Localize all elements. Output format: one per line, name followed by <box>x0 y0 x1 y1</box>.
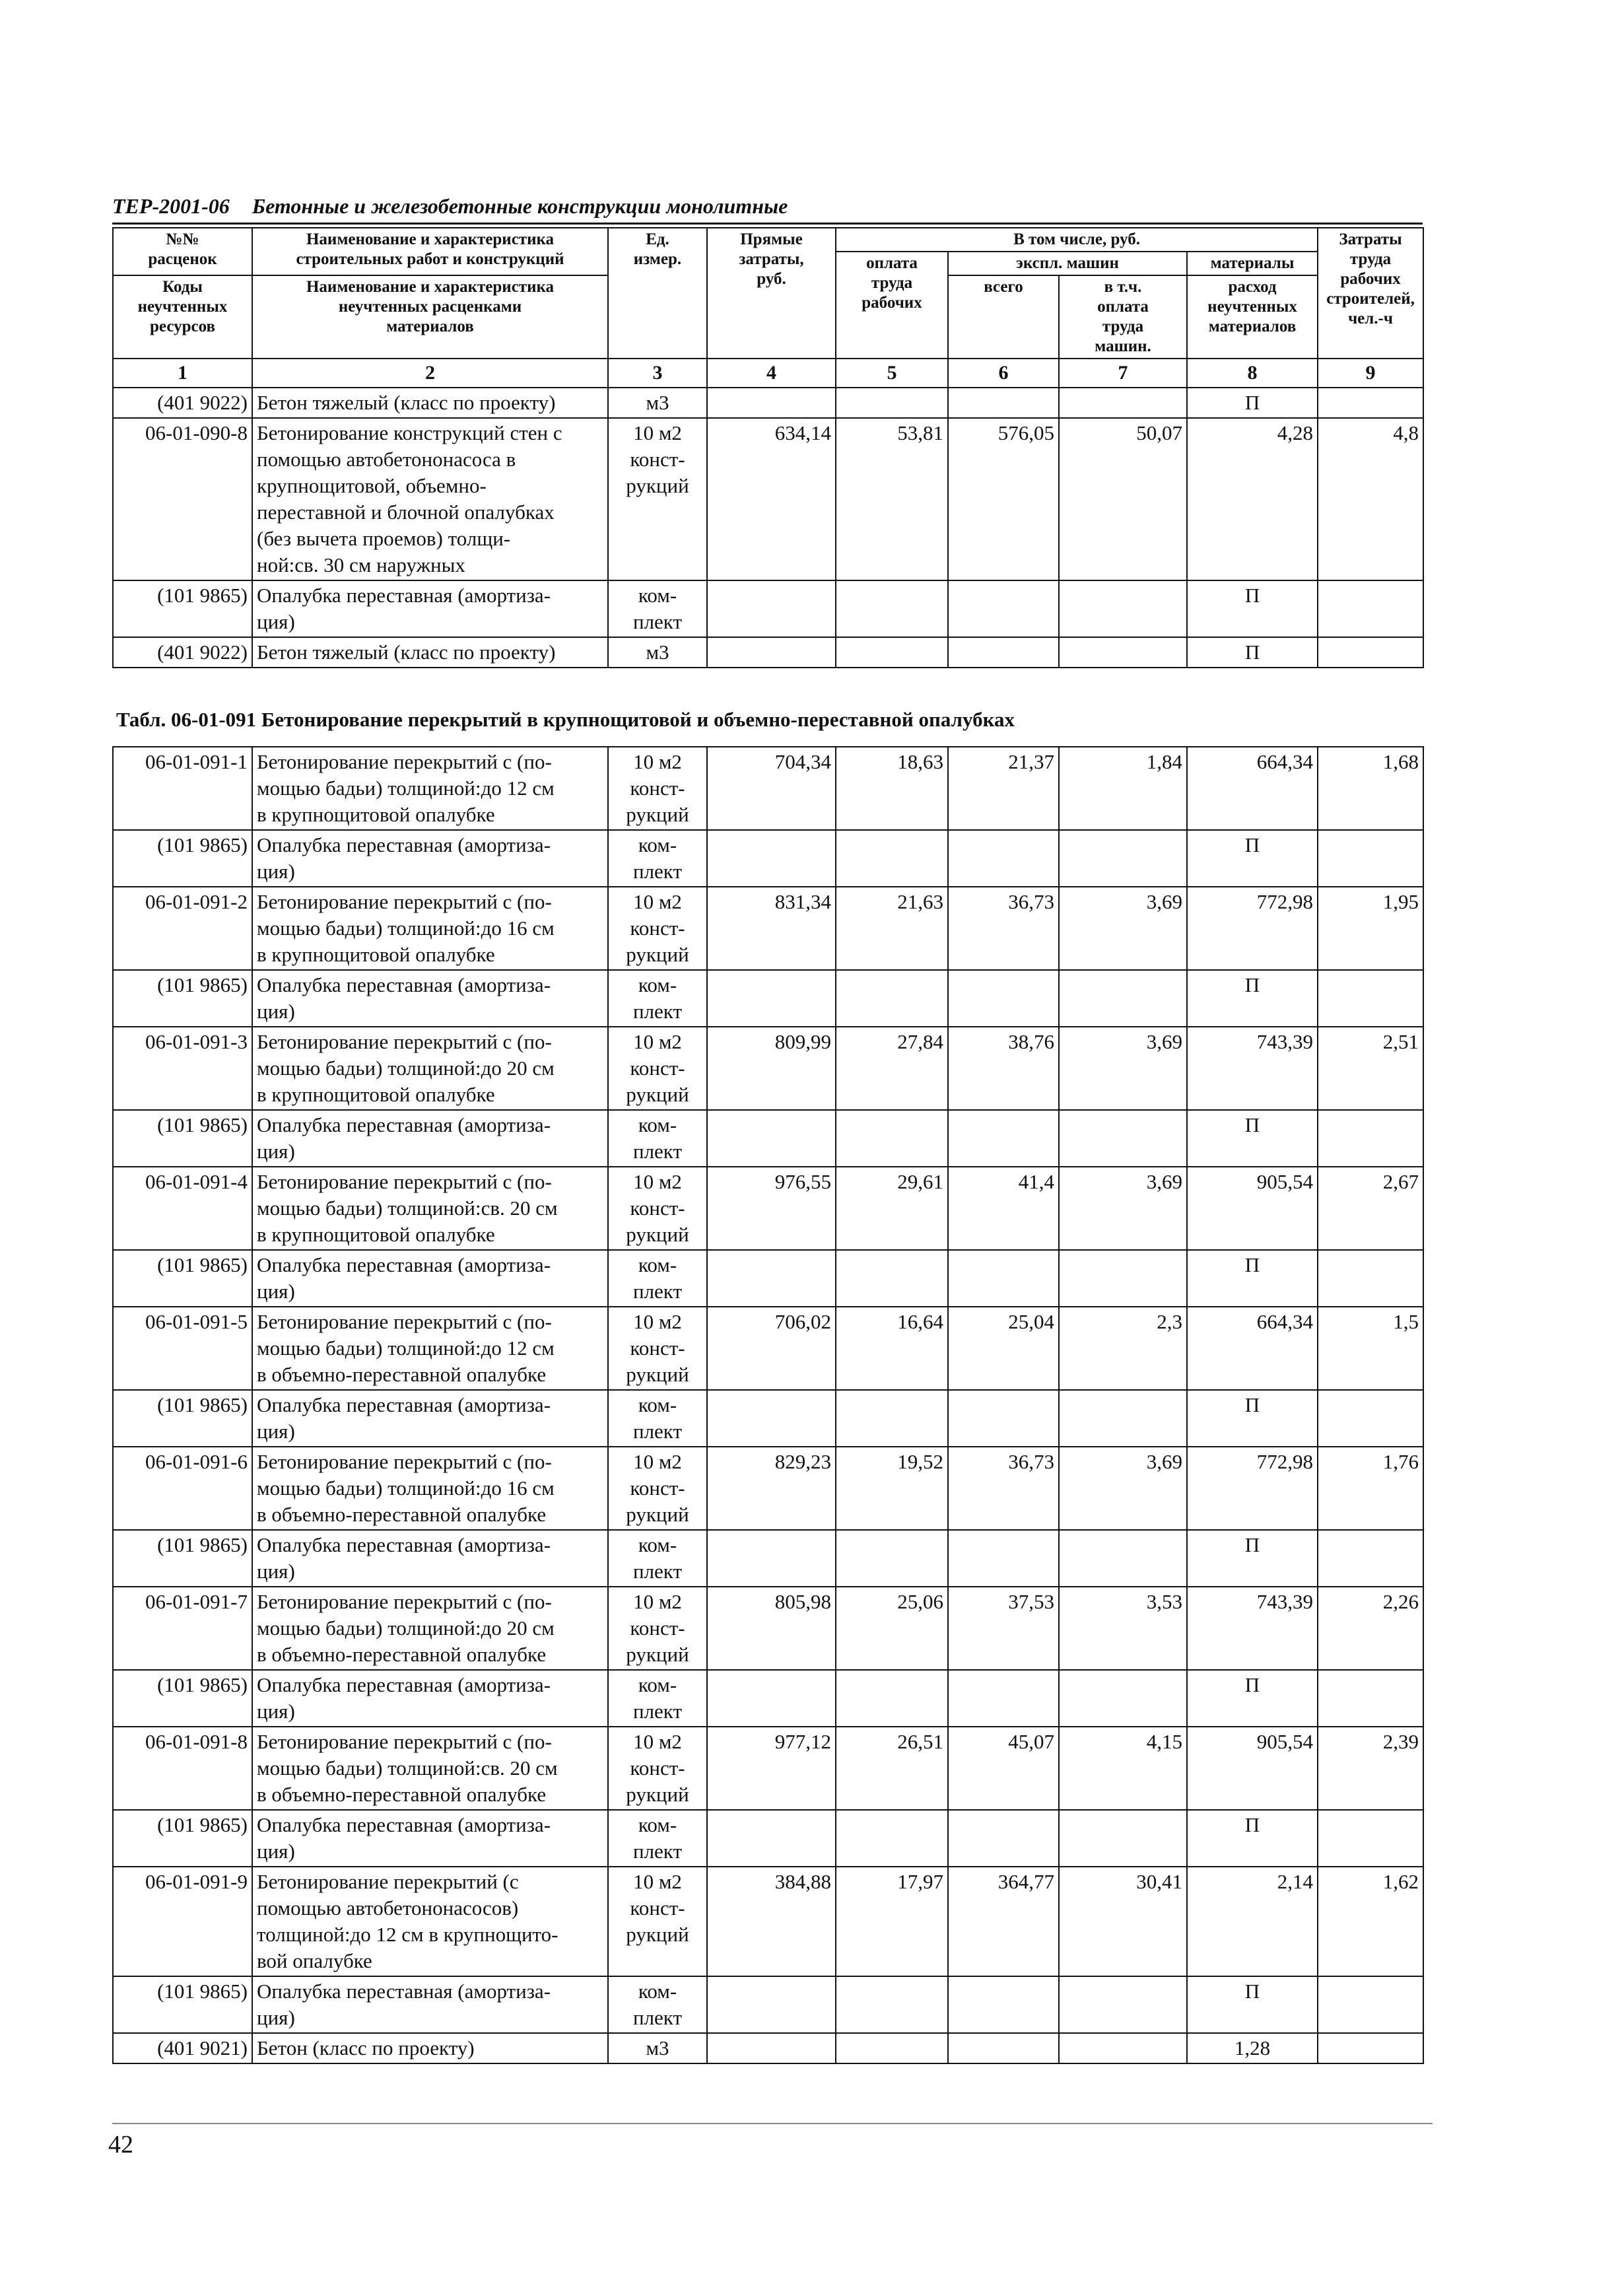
work-name: Бетонирование перекрытий с (по- мощью бадьи) толщиной:до 20 см в крупнощитовой опалубке <box>252 1027 608 1110</box>
header-row-1 <box>113 228 1423 252</box>
table-row <box>113 887 1423 970</box>
worker-pay: 18,63 <box>836 747 948 830</box>
table-row <box>113 1867 1423 1976</box>
unit: 10 м2 конст- рукций <box>608 1307 707 1390</box>
resource-code: (101 9865) <box>113 580 252 637</box>
column-number: 3 <box>608 359 707 388</box>
column-numbers-row <box>113 359 1423 388</box>
rate-code: 06-01-090-8 <box>113 418 252 580</box>
rate-code: 06-01-091-6 <box>113 1447 252 1530</box>
resource-name: Опалубка переставная (амортиза- ция) <box>252 1810 608 1867</box>
column-number: 2 <box>252 359 608 388</box>
machine-worker-pay: 3,69 <box>1059 1027 1187 1110</box>
material-consumption: П <box>1187 388 1318 418</box>
work-name: Бетонирование перекрытий с (по- мощью бадьи) толщиной:до 16 см в крупнощитовой опалубке <box>252 887 608 970</box>
worker-pay: 17,97 <box>836 1867 948 1976</box>
labor-costs: 1,62 <box>1318 1867 1423 1976</box>
resource-name: Опалубка переставная (амортиза- ция) <box>252 970 608 1027</box>
unit: 10 м2 конст- рукций <box>608 1587 707 1670</box>
machine-worker-pay: 1,84 <box>1059 747 1187 830</box>
machine-worker-pay: 3,69 <box>1059 1447 1187 1530</box>
table-row <box>113 1670 1423 1727</box>
rates-table-091 <box>112 746 1424 2064</box>
unit: 10 м2 конст- рукций <box>608 1167 707 1250</box>
unit: ком- плект <box>608 970 707 1027</box>
materials: 905,54 <box>1187 1167 1318 1250</box>
direct-costs: 829,23 <box>707 1447 836 1530</box>
header-including: В том числе, руб. <box>836 228 1318 252</box>
machine-costs: 364,77 <box>948 1867 1059 1976</box>
header-labor-costs: Затраты труда рабочих строителей, чел.-ч <box>1318 228 1423 359</box>
resource-code: (101 9865) <box>113 1390 252 1447</box>
unit: м3 <box>608 388 707 418</box>
resource-code: (401 9021) <box>113 2033 252 2063</box>
table-row <box>113 1976 1423 2033</box>
resource-code: (101 9865) <box>113 830 252 887</box>
machine-costs: 576,05 <box>948 418 1059 580</box>
direct-costs: 704,34 <box>707 747 836 830</box>
resource-code: (401 9022) <box>113 388 252 418</box>
material-consumption: П <box>1187 637 1318 668</box>
unit: 10 м2 конст- рукций <box>608 1447 707 1530</box>
machine-worker-pay: 3,53 <box>1059 1587 1187 1670</box>
worker-pay: 16,64 <box>836 1307 948 1390</box>
rate-code: 06-01-091-9 <box>113 1867 252 1976</box>
materials: 905,54 <box>1187 1727 1318 1810</box>
machine-worker-pay: 4,15 <box>1059 1727 1187 1810</box>
table-row <box>113 970 1423 1027</box>
table-row <box>113 1530 1423 1587</box>
material-consumption: П <box>1187 970 1318 1027</box>
unit: ком- плект <box>608 1810 707 1867</box>
direct-costs: 384,88 <box>707 1867 836 1976</box>
machine-worker-pay: 3,69 <box>1059 1167 1187 1250</box>
material-consumption: П <box>1187 1670 1318 1727</box>
work-name: Бетонирование перекрытий с (по- мощью бадьи) толщиной:до 16 см в объемно-переставной опалубке <box>252 1447 608 1530</box>
work-name: Бетонирование конструкций стен с помощью автобетононасоса в крупнощитовой, объемно- переставной и блочной опалубках (без вычета проемов) толщи- ной:св. 30 см наружных <box>252 418 608 580</box>
table-row <box>113 747 1423 830</box>
header-materials: материалы <box>1187 252 1318 275</box>
header-material-name: Наименование и характеристика неучтенных расценками материалов <box>252 275 608 359</box>
work-name: Бетонирование перекрытий с (по- мощью бадьи) толщиной:до 12 см в объемно-переставной опалубке <box>252 1307 608 1390</box>
direct-costs: 977,12 <box>707 1727 836 1810</box>
labor-costs: 1,68 <box>1318 747 1423 830</box>
worker-pay: 29,61 <box>836 1167 948 1250</box>
labor-costs: 1,76 <box>1318 1447 1423 1530</box>
direct-costs: 805,98 <box>707 1587 836 1670</box>
header-direct-costs: Прямые затраты, руб. <box>707 228 836 359</box>
materials: 2,14 <box>1187 1867 1318 1976</box>
work-name: Бетонирование перекрытий с (по- мощью бадьи) толщиной:св. 20 см в объемно-переставной опалубке <box>252 1727 608 1810</box>
materials: 743,39 <box>1187 1587 1318 1670</box>
rate-code: 06-01-091-7 <box>113 1587 252 1670</box>
table-row <box>113 1167 1423 1250</box>
unit: 10 м2 конст- рукций <box>608 1727 707 1810</box>
unit: ком- плект <box>608 830 707 887</box>
unit: ком- плект <box>608 1530 707 1587</box>
direct-costs: 634,14 <box>707 418 836 580</box>
unit: 10 м2 конст- рукций <box>608 418 707 580</box>
resource-name: Опалубка переставная (амортиза- ция) <box>252 830 608 887</box>
work-name: Бетонирование перекрытий с (по- мощью бадьи) толщиной:до 12 см в крупнощитовой опалубке <box>252 747 608 830</box>
running-header <box>112 194 1423 225</box>
table-row <box>113 580 1423 637</box>
resource-code: (101 9865) <box>113 1810 252 1867</box>
material-consumption: П <box>1187 1810 1318 1867</box>
document-title: Бетонные и железобетонные конструкции монолитные <box>252 194 788 218</box>
worker-pay: 26,51 <box>836 1727 948 1810</box>
resource-name: Бетон (класс по проекту) <box>252 2033 608 2063</box>
rate-code: 06-01-091-8 <box>113 1727 252 1810</box>
machine-costs: 37,53 <box>948 1587 1059 1670</box>
resource-name: Бетон тяжелый (класс по проекту) <box>252 637 608 668</box>
resource-name: Опалубка переставная (амортиза- ция) <box>252 1390 608 1447</box>
direct-costs: 809,99 <box>707 1027 836 1110</box>
table-row <box>113 1027 1423 1110</box>
materials: 772,98 <box>1187 1447 1318 1530</box>
footer-divider <box>112 2123 1433 2124</box>
header-machines-pay: в т.ч. оплата труда машин. <box>1059 275 1187 359</box>
table-row <box>113 1587 1423 1670</box>
unit: м3 <box>608 2033 707 2063</box>
machine-costs: 25,04 <box>948 1307 1059 1390</box>
machine-costs: 45,07 <box>948 1727 1059 1810</box>
unit: ком- плект <box>608 1670 707 1727</box>
unit: ком- плект <box>608 1250 707 1307</box>
column-number: 5 <box>836 359 948 388</box>
unit: 10 м2 конст- рукций <box>608 1027 707 1110</box>
work-name: Бетонирование перекрытий (с помощью автобетононасосов) толщиной:до 12 см в крупнощито- вой опалубке <box>252 1867 608 1976</box>
resource-code: (401 9022) <box>113 637 252 668</box>
direct-costs: 976,55 <box>707 1167 836 1250</box>
material-consumption: 1,28 <box>1187 2033 1318 2063</box>
worker-pay: 25,06 <box>836 1587 948 1670</box>
unit: ком- плект <box>608 580 707 637</box>
document-code: ТЕР-2001-06 <box>112 194 230 218</box>
labor-costs: 1,95 <box>1318 887 1423 970</box>
rates-table-090 <box>112 227 1424 668</box>
header-materials-consumption: расход неучтенных материалов <box>1187 275 1318 359</box>
resource-name: Опалубка переставная (амортиза- ция) <box>252 1250 608 1307</box>
table-row <box>113 1307 1423 1390</box>
unit: 10 м2 конст- рукций <box>608 887 707 970</box>
machine-costs: 38,76 <box>948 1027 1059 1110</box>
unit: 10 м2 конст- рукций <box>608 747 707 830</box>
work-name: Бетонирование перекрытий с (по- мощью бадьи) толщиной:до 20 см в объемно-переставной опалубке <box>252 1587 608 1670</box>
machine-costs: 36,73 <box>948 887 1059 970</box>
resource-name: Бетон тяжелый (класс по проекту) <box>252 388 608 418</box>
header-worker-pay: оплата труда рабочих <box>836 252 948 359</box>
material-consumption: П <box>1187 1976 1318 2033</box>
table-row <box>113 388 1423 418</box>
labor-costs: 2,67 <box>1318 1167 1423 1250</box>
table-row <box>113 1390 1423 1447</box>
materials: 743,39 <box>1187 1027 1318 1110</box>
column-number: 8 <box>1187 359 1318 388</box>
materials: 664,34 <box>1187 747 1318 830</box>
unit: ком- плект <box>608 1976 707 2033</box>
resource-code: (101 9865) <box>113 970 252 1027</box>
header-unit: Ед. измер. <box>608 228 707 359</box>
table-row <box>113 2033 1423 2063</box>
column-number: 1 <box>113 359 252 388</box>
worker-pay: 27,84 <box>836 1027 948 1110</box>
machine-costs: 21,37 <box>948 747 1059 830</box>
unit: ком- плект <box>608 1110 707 1167</box>
resource-code: (101 9865) <box>113 1976 252 2033</box>
table-row <box>113 830 1423 887</box>
materials: 772,98 <box>1187 887 1318 970</box>
column-number: 4 <box>707 359 836 388</box>
worker-pay: 19,52 <box>836 1447 948 1530</box>
machine-worker-pay: 30,41 <box>1059 1867 1187 1976</box>
header-rate-number: №№ расценок <box>113 228 252 275</box>
material-consumption: П <box>1187 830 1318 887</box>
unit: 10 м2 конст- рукций <box>608 1867 707 1976</box>
table-row <box>113 637 1423 668</box>
table-row <box>113 1727 1423 1810</box>
materials: 664,34 <box>1187 1307 1318 1390</box>
header-machines: экспл. машин <box>948 252 1187 275</box>
table-row <box>113 1110 1423 1167</box>
resource-name: Опалубка переставная (амортиза- ция) <box>252 580 608 637</box>
materials: 4,28 <box>1187 418 1318 580</box>
resource-code: (101 9865) <box>113 1250 252 1307</box>
resource-name: Опалубка переставная (амортиза- ция) <box>252 1976 608 2033</box>
header-codes: Коды неучтенных ресурсов <box>113 275 252 359</box>
page-number: 42 <box>108 2131 133 2159</box>
material-consumption: П <box>1187 1250 1318 1307</box>
direct-costs: 706,02 <box>707 1307 836 1390</box>
material-consumption: П <box>1187 1530 1318 1587</box>
table-row <box>113 418 1423 580</box>
worker-pay: 53,81 <box>836 418 948 580</box>
material-consumption: П <box>1187 580 1318 637</box>
table-title: Табл. 06-01-091 Бетонирование перекрытий в крупнощитовой и объемно-переставной опалубках <box>116 708 1015 731</box>
machine-costs: 41,4 <box>948 1167 1059 1250</box>
labor-costs: 2,51 <box>1318 1027 1423 1110</box>
table-row <box>113 1810 1423 1867</box>
resource-code: (101 9865) <box>113 1530 252 1587</box>
header-work-name: Наименование и характеристика строительных работ и конструкций <box>252 228 608 275</box>
material-consumption: П <box>1187 1110 1318 1167</box>
rate-code: 06-01-091-4 <box>113 1167 252 1250</box>
table-row <box>113 1250 1423 1307</box>
header-machines-total: всего <box>948 275 1059 359</box>
column-number: 7 <box>1059 359 1187 388</box>
machine-costs: 36,73 <box>948 1447 1059 1530</box>
material-consumption: П <box>1187 1390 1318 1447</box>
machine-worker-pay: 50,07 <box>1059 418 1187 580</box>
table-row <box>113 1447 1423 1530</box>
unit: м3 <box>608 637 707 668</box>
column-number: 9 <box>1318 359 1423 388</box>
direct-costs: 831,34 <box>707 887 836 970</box>
column-number: 6 <box>948 359 1059 388</box>
labor-costs: 2,39 <box>1318 1727 1423 1810</box>
resource-code: (101 9865) <box>113 1110 252 1167</box>
resource-name: Опалубка переставная (амортиза- ция) <box>252 1530 608 1587</box>
work-name: Бетонирование перекрытий с (по- мощью бадьи) толщиной:св. 20 см в крупнощитовой опалубке <box>252 1167 608 1250</box>
labor-costs: 1,5 <box>1318 1307 1423 1390</box>
worker-pay: 21,63 <box>836 887 948 970</box>
machine-worker-pay: 3,69 <box>1059 887 1187 970</box>
resource-code: (101 9865) <box>113 1670 252 1727</box>
rate-code: 06-01-091-3 <box>113 1027 252 1110</box>
labor-costs: 2,26 <box>1318 1587 1423 1670</box>
resource-name: Опалубка переставная (амортиза- ция) <box>252 1110 608 1167</box>
machine-worker-pay: 2,3 <box>1059 1307 1187 1390</box>
rate-code: 06-01-091-1 <box>113 747 252 830</box>
labor-costs: 4,8 <box>1318 418 1423 580</box>
resource-name: Опалубка переставная (амортиза- ция) <box>252 1670 608 1727</box>
rate-code: 06-01-091-2 <box>113 887 252 970</box>
rate-code: 06-01-091-5 <box>113 1307 252 1390</box>
unit: ком- плект <box>608 1390 707 1447</box>
